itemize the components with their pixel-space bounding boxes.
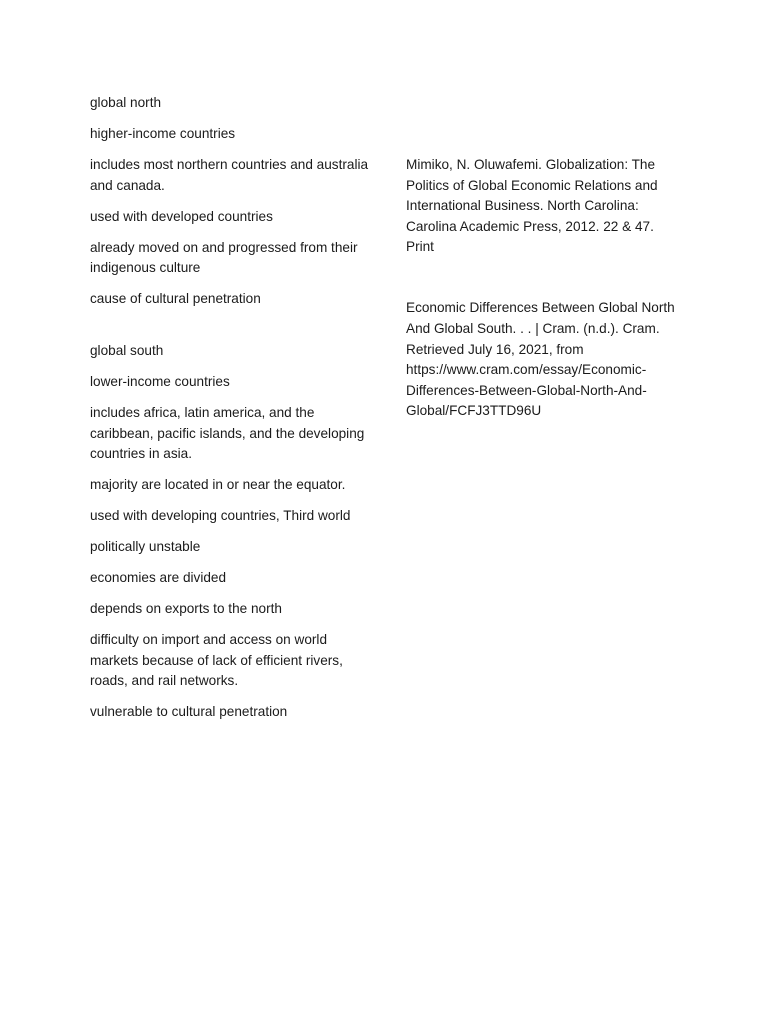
south-item: used with developing countries, Third world — [90, 508, 351, 524]
north-item: used with developed countries — [90, 208, 273, 224]
notes-column — [90, 93, 375, 733]
global-north-section — [90, 93, 375, 310]
south-item: politically unstable — [90, 539, 201, 555]
north-item: cause of cultural penetration — [90, 291, 261, 307]
reference-entry: Mimiko, N. Oluwafemi. Globalization: The Politics of Global Economic Relations and International Business. North Carolina: Carolina Academic Press, 2012. 22 & 47. Print — [406, 157, 662, 255]
south-heading: global south — [90, 343, 164, 359]
south-item: includes africa, latin america, and the caribbean, pacific islands, and the developing countries in asia. — [90, 405, 369, 462]
global-south-section — [90, 341, 375, 723]
north-item: includes most northern countries and australia and canada. — [90, 156, 372, 193]
south-item: vulnerable to cultural penetration — [90, 704, 288, 720]
reference-entry: Economic Differences Between Global North And Global South. . . | Cram. (n.d.). Cram. Retrieved July 16, 2021, from https://www.cram.com/essay/Economic-Differences-Between-Global-North-And-Global/FCFJ3TTD96U — [406, 300, 678, 419]
reference-spacer — [406, 268, 678, 298]
north-item: higher-income countries — [90, 125, 236, 141]
north-heading: global north — [90, 95, 162, 110]
section-spacer — [90, 320, 375, 341]
references-column — [406, 155, 678, 432]
south-item: depends on exports to the north — [90, 601, 282, 617]
south-item: difficulty on import and access on world markets because of lack of efficient rivers, roads, and rail networks. — [90, 632, 347, 689]
south-item: lower-income countries — [90, 374, 230, 390]
south-item: economies are divided — [90, 570, 227, 586]
south-item: majority are located in or near the equator. — [90, 477, 346, 493]
north-item: already moved on and progressed from their indigenous culture — [90, 239, 362, 276]
